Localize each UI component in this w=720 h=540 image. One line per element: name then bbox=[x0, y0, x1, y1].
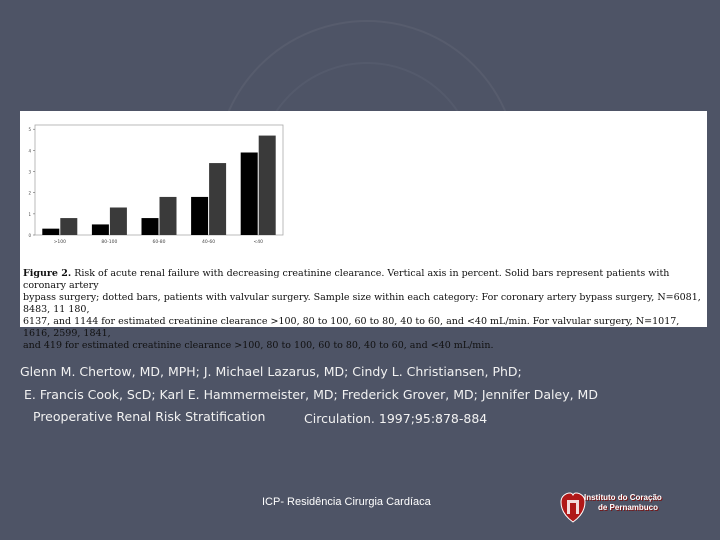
y-tick-label: 0 bbox=[28, 233, 31, 238]
solid-bar bbox=[42, 229, 59, 235]
y-tick-label: 1 bbox=[28, 211, 31, 217]
y-tick-label: 2 bbox=[28, 190, 31, 196]
y-tick-label: 5 bbox=[28, 127, 31, 133]
dotted-bar bbox=[110, 208, 127, 236]
y-tick-label: 4 bbox=[28, 148, 31, 154]
institution-logo bbox=[560, 491, 690, 525]
dotted-bar bbox=[160, 197, 177, 235]
caption-line-2: bypass surgery; dotted bars, patients with valvular surgery. Sample size within each category: For coronary artery bypass surgery, N=6081, 8483, 11 180, bbox=[23, 292, 701, 315]
caption-label: Figure 2. bbox=[23, 268, 72, 279]
x-tick-label: >100 bbox=[53, 240, 66, 245]
heart-logo-icon bbox=[560, 491, 586, 525]
article-title: Preoperative Renal Risk Stratification bbox=[33, 409, 266, 424]
x-tick-label: 40-60 bbox=[202, 240, 216, 245]
logo-line-1: Instituto do Coração bbox=[584, 493, 662, 502]
footer-text: ICP- Residência Cirurgia Cardíaca bbox=[262, 496, 431, 508]
x-tick-label: <40 bbox=[253, 240, 263, 245]
caption-line-4: and 419 for estimated creatinine clearance >100, 80 to 100, 60 to 80, 40 to 60, and <40 mL/min. bbox=[23, 340, 494, 351]
solid-bar bbox=[92, 224, 109, 235]
figure-caption bbox=[23, 268, 703, 352]
solid-bar bbox=[241, 153, 258, 236]
caption-line-1: Risk of acute renal failure with decreasing creatinine clearance. Vertical axis in percent. Solid bars represent patients with coronary artery bbox=[23, 268, 670, 291]
article-citation: Circulation. 1997;95:878-884 bbox=[304, 411, 488, 426]
figure-panel bbox=[20, 111, 707, 351]
solid-bar bbox=[191, 197, 208, 235]
dotted-bar bbox=[209, 163, 226, 235]
caption-line-3: 6137, and 1144 for estimated creatinine clearance >100, 80 to 100, 60 to 80, 40 to 60, and <40 mL/min. For valvular surgery, N=1017, 1616, 2599, 1841, bbox=[23, 316, 680, 339]
y-tick-label: 3 bbox=[28, 169, 31, 175]
solid-bar bbox=[142, 218, 159, 235]
dotted-bar bbox=[259, 136, 276, 235]
authors-line-1: Glenn M. Chertow, MD, MPH; J. Michael Lazarus, MD; Cindy L. Christiansen, PhD; bbox=[20, 364, 522, 379]
logo-line-2: de Pernambuco bbox=[598, 503, 659, 512]
x-tick-label: 80-100 bbox=[101, 240, 118, 245]
bar-chart bbox=[20, 111, 290, 251]
logo-text bbox=[584, 493, 662, 513]
authors-line-2: E. Francis Cook, ScD; Karl E. Hammermeister, MD; Frederick Grover, MD; Jennifer Daley, MD bbox=[24, 387, 598, 402]
dotted-bar bbox=[60, 218, 77, 235]
x-tick-label: 60-80 bbox=[152, 240, 166, 245]
